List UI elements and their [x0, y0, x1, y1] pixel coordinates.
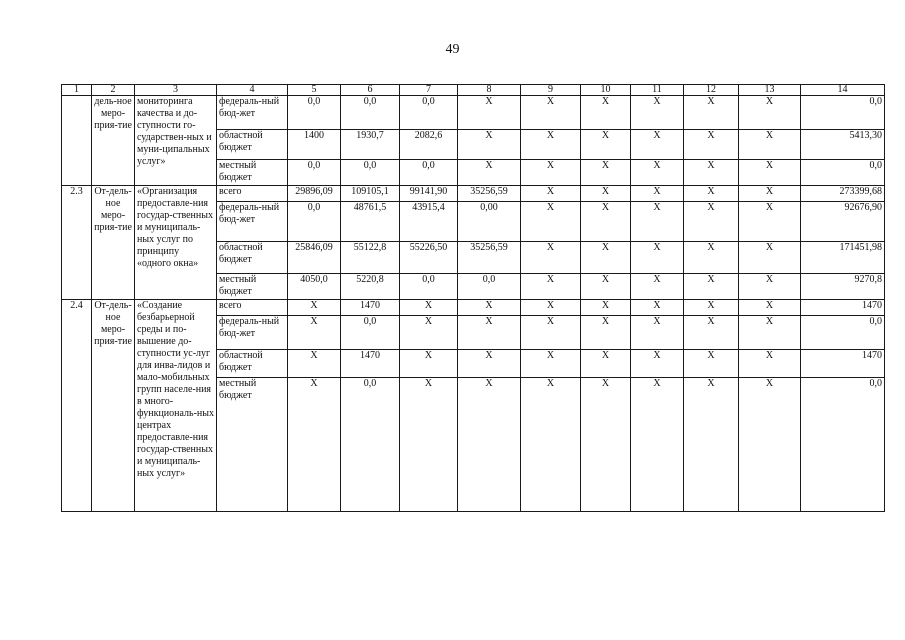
value-cell-col-10: X — [581, 160, 631, 186]
value-cell-col-10: X — [581, 378, 631, 512]
value-cell-col-10: X — [581, 274, 631, 300]
value-cell-col-8: X — [458, 350, 521, 378]
budget-source: местный бюджет — [217, 378, 288, 512]
value-cell-col-5: 1400 — [288, 130, 341, 160]
value-cell-col-10: X — [581, 130, 631, 160]
value-cell-col-12: X — [684, 378, 739, 512]
group-title: мониторинга качества и до-ступности го-сударствен-ных и муни-ципальных услуг» — [135, 96, 217, 186]
value-cell-col-9: X — [521, 274, 581, 300]
header-row — [62, 85, 885, 96]
value-cell-col-8: 0,00 — [458, 202, 521, 242]
value-cell-col-5: 0,0 — [288, 202, 341, 242]
value-cell-col-12: X — [684, 316, 739, 350]
value-cell-col-10: X — [581, 350, 631, 378]
value-cell-col-10: X — [581, 242, 631, 274]
value-cell-col-11: X — [631, 202, 684, 242]
value-cell-col-12: X — [684, 130, 739, 160]
value-cell-col-11: X — [631, 160, 684, 186]
group-type: От-дель-ное меро-прия-тие — [92, 300, 135, 512]
value-cell-col-11: X — [631, 130, 684, 160]
budget-source: федераль-ный бюд-жет — [217, 316, 288, 350]
group-number — [62, 96, 92, 186]
value-cell-col-14: 273399,68 — [801, 186, 885, 202]
group-type: дель-ное меро-прия-тие — [92, 96, 135, 186]
column-header-3: 3 — [135, 85, 217, 96]
group-number: 2.4 — [62, 300, 92, 512]
value-cell-col-14: 0,0 — [801, 160, 885, 186]
value-cell-col-12: X — [684, 350, 739, 378]
value-cell-col-10: X — [581, 316, 631, 350]
column-header-14: 14 — [801, 85, 885, 96]
value-cell-col-14: 1470 — [801, 350, 885, 378]
budget-source: областной бюджет — [217, 242, 288, 274]
value-cell-col-7: 55226,50 — [400, 242, 458, 274]
value-cell-col-7: X — [400, 316, 458, 350]
column-header-11: 11 — [631, 85, 684, 96]
column-header-7: 7 — [400, 85, 458, 96]
column-header-5: 5 — [288, 85, 341, 96]
value-cell-col-9: X — [521, 160, 581, 186]
value-cell-col-11: X — [631, 186, 684, 202]
value-cell-col-5: 4050,0 — [288, 274, 341, 300]
budget-source: областной бюджет — [217, 130, 288, 160]
value-cell-col-9: X — [521, 378, 581, 512]
value-cell-col-8: 0,0 — [458, 274, 521, 300]
value-cell-col-11: X — [631, 316, 684, 350]
value-cell-col-6: 5220,8 — [341, 274, 400, 300]
value-cell-col-8: X — [458, 160, 521, 186]
value-cell-col-7: X — [400, 350, 458, 378]
budget-source: федераль-ный бюд-жет — [217, 96, 288, 130]
value-cell-col-10: X — [581, 300, 631, 316]
value-cell-col-14: 0,0 — [801, 96, 885, 130]
value-cell-col-8: X — [458, 316, 521, 350]
value-cell-col-11: X — [631, 242, 684, 274]
value-cell-col-12: X — [684, 274, 739, 300]
column-header-6: 6 — [341, 85, 400, 96]
value-cell-col-11: X — [631, 350, 684, 378]
value-cell-col-13: X — [739, 300, 801, 316]
value-cell-col-8: 35256,59 — [458, 242, 521, 274]
column-header-2: 2 — [92, 85, 135, 96]
value-cell-col-14: 92676,90 — [801, 202, 885, 242]
budget-table — [61, 84, 885, 512]
value-cell-col-12: X — [684, 300, 739, 316]
value-cell-col-6: 55122,8 — [341, 242, 400, 274]
value-cell-col-8: X — [458, 300, 521, 316]
value-cell-col-9: X — [521, 242, 581, 274]
value-cell-col-6: 1470 — [341, 350, 400, 378]
value-cell-col-13: X — [739, 160, 801, 186]
value-cell-col-11: X — [631, 300, 684, 316]
value-cell-col-7: 0,0 — [400, 96, 458, 130]
value-cell-col-9: X — [521, 316, 581, 350]
value-cell-col-5: 29896,09 — [288, 186, 341, 202]
value-cell-col-13: X — [739, 274, 801, 300]
value-cell-col-9: X — [521, 130, 581, 160]
value-cell-col-11: X — [631, 96, 684, 130]
table-row — [62, 186, 885, 202]
value-cell-col-7: 43915,4 — [400, 202, 458, 242]
value-cell-col-5: X — [288, 316, 341, 350]
budget-source: федераль-ный бюд-жет — [217, 202, 288, 242]
value-cell-col-5: 0,0 — [288, 96, 341, 130]
column-header-4: 4 — [217, 85, 288, 96]
value-cell-col-12: X — [684, 242, 739, 274]
value-cell-col-13: X — [739, 186, 801, 202]
column-header-10: 10 — [581, 85, 631, 96]
value-cell-col-7: 2082,6 — [400, 130, 458, 160]
page-number: 49 — [445, 42, 460, 57]
value-cell-col-6: 0,0 — [341, 378, 400, 512]
value-cell-col-13: X — [739, 350, 801, 378]
value-cell-col-9: X — [521, 300, 581, 316]
column-header-8: 8 — [458, 85, 521, 96]
value-cell-col-12: X — [684, 186, 739, 202]
value-cell-col-13: X — [739, 130, 801, 160]
column-header-12: 12 — [684, 85, 739, 96]
value-cell-col-8: X — [458, 378, 521, 512]
table-row — [62, 96, 885, 130]
value-cell-col-13: X — [739, 202, 801, 242]
value-cell-col-8: X — [458, 130, 521, 160]
value-cell-col-7: X — [400, 300, 458, 316]
value-cell-col-5: 25846,09 — [288, 242, 341, 274]
value-cell-col-9: X — [521, 350, 581, 378]
budget-source: местный бюджет — [217, 274, 288, 300]
value-cell-col-9: X — [521, 186, 581, 202]
value-cell-col-11: X — [631, 274, 684, 300]
value-cell-col-14: 1470 — [801, 300, 885, 316]
value-cell-col-7: 0,0 — [400, 160, 458, 186]
value-cell-col-7: X — [400, 378, 458, 512]
value-cell-col-6: 109105,1 — [341, 186, 400, 202]
value-cell-col-13: X — [739, 316, 801, 350]
value-cell-col-10: X — [581, 186, 631, 202]
value-cell-col-9: X — [521, 202, 581, 242]
value-cell-col-10: X — [581, 202, 631, 242]
value-cell-col-14: 171451,98 — [801, 242, 885, 274]
value-cell-col-9: X — [521, 96, 581, 130]
group-title: «Создание безбарьерной среды и по-вышение до-ступности ус-луг для инва-лидов и мало-мобильных групп населе-ния в много-функциональ-ных центрах предоставле-ния государ-ственных и муниципаль-ных услуг» — [135, 300, 217, 512]
column-header-9: 9 — [521, 85, 581, 96]
value-cell-col-14: 0,0 — [801, 378, 885, 512]
group-type: От-дель-ное меро-прия-тие — [92, 186, 135, 300]
budget-source: местный бюджет — [217, 160, 288, 186]
column-header-1: 1 — [62, 85, 92, 96]
value-cell-col-5: X — [288, 350, 341, 378]
value-cell-col-13: X — [739, 378, 801, 512]
value-cell-col-6: 1930,7 — [341, 130, 400, 160]
value-cell-col-8: X — [458, 96, 521, 130]
budget-source: всего — [217, 300, 288, 316]
value-cell-col-5: 0,0 — [288, 160, 341, 186]
value-cell-col-7: 0,0 — [400, 274, 458, 300]
table-row — [62, 300, 885, 316]
value-cell-col-11: X — [631, 378, 684, 512]
value-cell-col-12: X — [684, 202, 739, 242]
group-number: 2.3 — [62, 186, 92, 300]
budget-source: всего — [217, 186, 288, 202]
value-cell-col-8: 35256,59 — [458, 186, 521, 202]
value-cell-col-6: 0,0 — [341, 316, 400, 350]
value-cell-col-12: X — [684, 96, 739, 130]
value-cell-col-13: X — [739, 242, 801, 274]
value-cell-col-7: 99141,90 — [400, 186, 458, 202]
value-cell-col-14: 0,0 — [801, 316, 885, 350]
value-cell-col-12: X — [684, 160, 739, 186]
column-header-13: 13 — [739, 85, 801, 96]
value-cell-col-5: X — [288, 378, 341, 512]
value-cell-col-14: 9270,8 — [801, 274, 885, 300]
value-cell-col-6: 1470 — [341, 300, 400, 316]
value-cell-col-10: X — [581, 96, 631, 130]
value-cell-col-5: X — [288, 300, 341, 316]
value-cell-col-6: 0,0 — [341, 160, 400, 186]
value-cell-col-6: 48761,5 — [341, 202, 400, 242]
value-cell-col-13: X — [739, 96, 801, 130]
value-cell-col-6: 0,0 — [341, 96, 400, 130]
group-title: «Организация предоставле-ния государ-ственных и муниципаль-ных услуг по принципу «одного окна» — [135, 186, 217, 300]
budget-source: областной бюджет — [217, 350, 288, 378]
value-cell-col-14: 5413,30 — [801, 130, 885, 160]
